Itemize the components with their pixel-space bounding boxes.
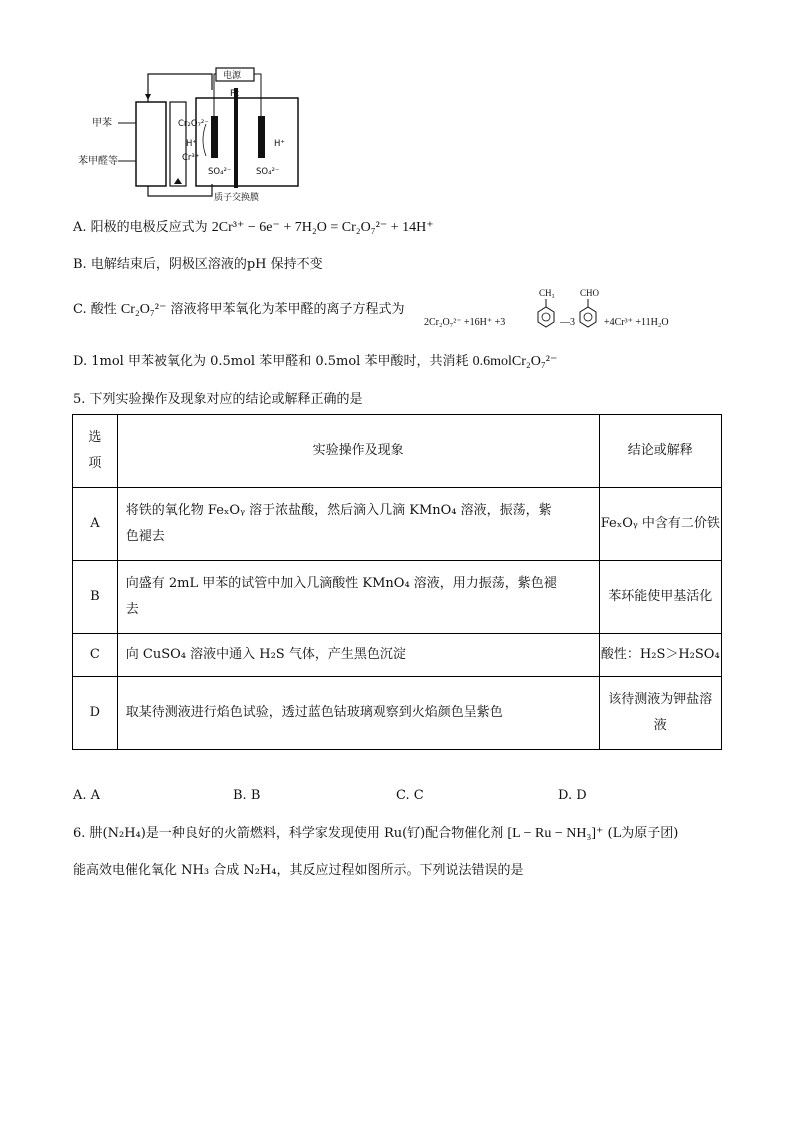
- row-action-line1: 向 CuSO₄ 溶液中通入 H₂S 气体，产生黑色沉淀: [125, 647, 406, 662]
- table-row: [73, 488, 722, 561]
- membrane-label: 质子交换膜: [214, 193, 260, 202]
- row-action: [117, 634, 599, 677]
- chromium-ion-label: Cr³⁺: [182, 153, 200, 163]
- row-conclusion: [599, 561, 721, 634]
- left-sulfate-label: SO₄²⁻: [208, 167, 232, 177]
- header-action: 实验操作及现象: [117, 415, 599, 488]
- q6-line2: 能高效电催化氧化 NH₃ 合成 N₂H₄，其反应过程如图所示。下列说法错误的是: [73, 863, 524, 878]
- row-option: D: [73, 677, 118, 750]
- reaction-right: +4Cr³⁺ +11H₂O: [604, 317, 669, 328]
- row-action-line1: 将铁的氧化物 FeₓOᵧ 溶于浓盐酸，然后滴入几滴 KMnO₄ 溶液，振荡，紫: [125, 503, 552, 518]
- option-d-equation: 0.6molCr₂O₇²⁻: [472, 354, 558, 369]
- answer-c[interactable]: C. C: [396, 788, 424, 803]
- header-option-line1: 选: [88, 430, 102, 445]
- dichromate-ion-label: Cr₂O₇²⁻: [178, 119, 209, 129]
- row-option: A: [73, 488, 118, 561]
- header-conclusion: 结论或解释: [599, 415, 721, 488]
- methyl-label: CH₃: [539, 288, 555, 298]
- row-action-line2: 去: [125, 602, 139, 617]
- row-action: [117, 561, 599, 634]
- reaction-equation: [420, 286, 700, 334]
- power-label: 电源: [223, 71, 242, 81]
- answer-d[interactable]: D. D: [558, 788, 587, 803]
- row-action-line1: 向盛有 2mL 甲苯的试管中加入几滴酸性 KMnO₄ 溶液，用力振荡，紫色褪: [125, 576, 557, 591]
- row-conclusion-line1: FeₓOᵧ 中含有二价铁: [600, 516, 720, 531]
- reaction-left: 2Cr₂O₇²⁻ +16H⁺ +3: [424, 317, 506, 328]
- option-a-equation: 2Cr³⁺ − 6e⁻ + 7H₂O = Cr₂O₇²⁻ + 14H⁺: [211, 220, 434, 235]
- row-action: [117, 677, 599, 750]
- row-action-line1: 取某待测液进行焰色试验，透过蓝色钴玻璃观察到火焰颜色呈紫色: [125, 705, 503, 720]
- row-option: C: [73, 634, 118, 677]
- option-d-text: D. 1mol 甲苯被氧化为 0.5mol 苯甲醛和 0.5mol 苯甲酸时，共消耗: [73, 354, 469, 369]
- option-c-ion: Cr₂O₇²⁻: [120, 302, 167, 317]
- table-row: [73, 561, 722, 634]
- q6-text-a: 6. 肼(N₂H₄)是一种良好的火箭燃料，科学家发现使用 Ru(钌)配合物催化剂: [73, 826, 504, 841]
- right-proton-label: H⁺: [274, 139, 285, 149]
- row-conclusion-line1: 该待测液为钾盐溶: [608, 692, 713, 707]
- row-conclusion-line2: 液: [653, 718, 667, 733]
- option-c: [73, 300, 405, 320]
- q6-text-b: (L为原子团): [607, 826, 679, 841]
- electrolysis-diagram: [78, 66, 308, 202]
- option-b: B. 电解结束后，阴极区溶液的pH 保持不变: [73, 257, 323, 272]
- benzaldehyde-label: 苯甲醛等: [78, 156, 118, 167]
- table-row: [73, 634, 722, 677]
- option-c-text-1: C. 酸性: [73, 302, 117, 317]
- q5-stem: 5. 下列实验操作及现象对应的结论或解释正确的是: [73, 392, 363, 407]
- row-action: [117, 488, 599, 561]
- left-reactor: [136, 102, 166, 186]
- flow-arrow-icon: [145, 94, 151, 100]
- row-action-line2: 色褪去: [125, 529, 165, 544]
- q6-catalyst-formula: [L − Ru − NH₃]⁺: [507, 826, 604, 841]
- table-row: [73, 677, 722, 750]
- reaction-arrow: —3: [560, 317, 575, 328]
- header-option-line2: 项: [88, 456, 102, 471]
- option-d: [73, 352, 557, 372]
- electrode-label: Pt: [230, 89, 239, 99]
- header-option: [73, 415, 118, 488]
- wire: [254, 74, 261, 116]
- option-a: [73, 218, 434, 238]
- table-header-row: [73, 415, 722, 488]
- right-electrode: [258, 116, 265, 158]
- option-a-text: A. 阳极的电极反应式为: [73, 220, 208, 235]
- row-conclusion: [599, 634, 721, 677]
- q6-line1: [73, 824, 678, 844]
- row-conclusion: [599, 677, 721, 750]
- experiment-table: [72, 414, 722, 750]
- row-conclusion: [599, 488, 721, 561]
- answer-b[interactable]: B. B: [233, 788, 261, 803]
- row-option: B: [73, 561, 118, 634]
- right-sulfate-label: SO₄²⁻: [256, 167, 280, 177]
- toluene-label: 甲苯: [92, 118, 112, 129]
- connecting-pipe: [170, 102, 186, 186]
- aldehyde-label: CHO: [580, 288, 600, 298]
- left-electrode: [211, 116, 218, 158]
- answer-a[interactable]: A. A: [73, 788, 101, 803]
- row-conclusion-line1: 苯环能使甲基活化: [608, 589, 713, 604]
- flow-arrow-icon: [174, 178, 182, 184]
- option-c-text-2: 溶液将甲苯氧化为苯甲醛的离子方程式为: [170, 302, 405, 317]
- toluene-structure: [538, 288, 555, 327]
- left-proton-label: H⁺: [186, 139, 197, 149]
- benzaldehyde-structure: [580, 288, 600, 327]
- row-conclusion-line1: 酸性：H₂S＞H₂SO₄: [600, 647, 720, 662]
